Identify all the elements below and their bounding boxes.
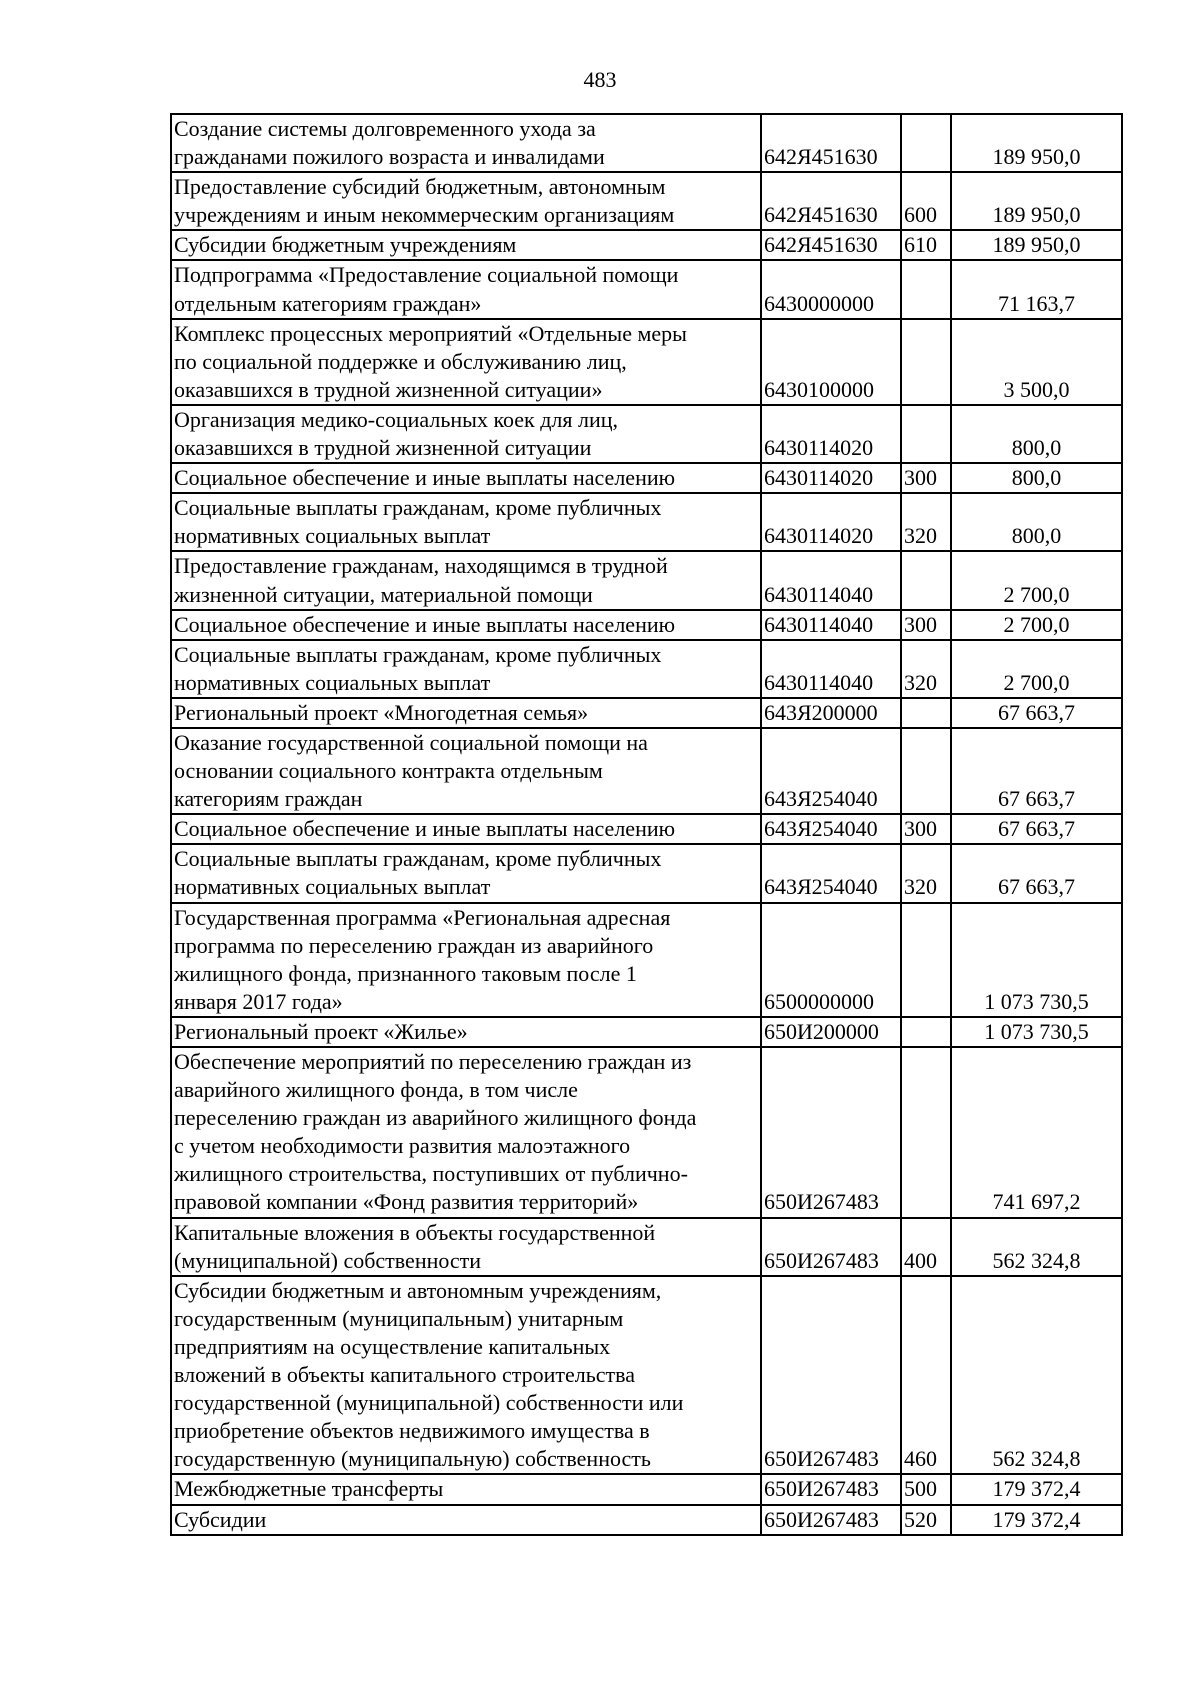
row-expense-type-cell: 460 xyxy=(901,1276,951,1475)
row-name-line: оказавшихся в трудной жизненной ситуации» xyxy=(174,376,603,402)
row-expense-type-cell xyxy=(901,1017,951,1047)
row-name-line: Организация медико-социальных коек для лиц, xyxy=(174,406,619,432)
row-expense-type-cell xyxy=(901,698,951,728)
row-amount-cell: 800,0 xyxy=(951,405,1122,463)
table-row xyxy=(171,814,1122,844)
row-name-line: Субсидии бюджетным и автономным учреждениям, xyxy=(174,1277,662,1303)
row-name-line: Социальные выплаты гражданам, кроме публичных xyxy=(174,495,662,521)
budget-table-body xyxy=(171,114,1122,1535)
row-code-cell: 650И267483 xyxy=(761,1276,901,1475)
row-code-cell: 6430000000 xyxy=(761,260,901,318)
row-code-cell: 6430114040 xyxy=(761,640,901,698)
row-name-line: Социальное обеспечение и иные выплаты населению xyxy=(174,611,676,637)
row-name-line: переселению граждан из аварийного жилищного фонда xyxy=(174,1105,697,1131)
row-code-cell: 650И267483 xyxy=(761,1218,901,1276)
row-name-line: Региональный проект «Многодетная семья» xyxy=(174,699,589,725)
table-row xyxy=(171,1218,1122,1276)
row-code-cell: 642Я451630 xyxy=(761,114,901,172)
row-expense-type-cell: 320 xyxy=(901,493,951,551)
row-name-line: по социальной поддержке и обслуживанию лиц, xyxy=(174,348,627,374)
table-row xyxy=(171,610,1122,640)
row-name-cell xyxy=(171,610,761,640)
row-name-line: Социальные выплаты гражданам, кроме публичных xyxy=(174,846,662,872)
row-name-line: предприятиям на осуществление капитальных xyxy=(174,1333,611,1359)
row-name-line: Межбюджетные трансферты xyxy=(174,1476,444,1502)
row-name-cell xyxy=(171,844,761,902)
row-code-cell: 6430114020 xyxy=(761,405,901,463)
page-number: 483 xyxy=(583,67,617,92)
row-name-line: Обеспечение мероприятий по переселению граждан из xyxy=(174,1049,692,1074)
row-name-line: Социальное обеспечение и иные выплаты населению xyxy=(174,465,676,491)
table-row xyxy=(171,903,1122,1017)
row-name-cell xyxy=(171,172,761,230)
row-expense-type-cell: 300 xyxy=(901,463,951,493)
row-name-cell xyxy=(171,1276,761,1475)
row-name-cell xyxy=(171,814,761,844)
row-name-line: (муниципальной) собственности xyxy=(174,1247,482,1273)
row-name-line: отдельным категориям граждан» xyxy=(174,290,482,316)
row-expense-type-cell: 520 xyxy=(901,1505,951,1535)
table-row xyxy=(171,230,1122,260)
row-name-line: учреждениям и иным некоммерческим организациям xyxy=(174,202,675,228)
row-amount-cell: 2 700,0 xyxy=(951,610,1122,640)
row-amount-cell: 71 163,7 xyxy=(951,260,1122,318)
row-expense-type-cell xyxy=(901,319,951,405)
row-name-line: жизненной ситуации, материальной помощи xyxy=(174,581,593,607)
row-amount-cell: 800,0 xyxy=(951,493,1122,551)
row-code-cell: 643Я254040 xyxy=(761,844,901,902)
row-name-line: вложений в объекты капитального строительства xyxy=(174,1362,636,1388)
row-name-cell xyxy=(171,405,761,463)
row-expense-type-cell: 300 xyxy=(901,814,951,844)
row-expense-type-cell: 400 xyxy=(901,1218,951,1276)
row-code-cell: 6430114020 xyxy=(761,493,901,551)
row-code-cell: 643Я254040 xyxy=(761,814,901,844)
row-name-cell xyxy=(171,1047,761,1218)
row-name-line: Подпрограмма «Предоставление социальной помощи xyxy=(174,262,679,288)
row-expense-type-cell: 600 xyxy=(901,172,951,230)
table-row xyxy=(171,319,1122,405)
row-code-cell: 650И267483 xyxy=(761,1474,901,1504)
row-name-line: Комплекс процессных мероприятий «Отдельные меры xyxy=(174,320,687,346)
row-amount-cell: 67 663,7 xyxy=(951,814,1122,844)
row-name-cell xyxy=(171,728,761,814)
row-expense-type-cell: 500 xyxy=(901,1474,951,1504)
row-code-cell: 650И267483 xyxy=(761,1505,901,1535)
row-code-cell: 643Я200000 xyxy=(761,698,901,728)
row-code-cell: 6500000000 xyxy=(761,903,901,1017)
row-code-cell: 6430114020 xyxy=(761,463,901,493)
row-amount-cell: 562 324,8 xyxy=(951,1276,1122,1475)
table-row xyxy=(171,640,1122,698)
table-row xyxy=(171,114,1122,172)
row-name-cell xyxy=(171,260,761,318)
row-expense-type-cell xyxy=(901,903,951,1017)
row-code-cell: 6430114040 xyxy=(761,610,901,640)
row-expense-type-cell: 320 xyxy=(901,844,951,902)
row-name-line: правовой компании «Фонд развития территорий» xyxy=(174,1189,639,1215)
row-name-line: жилищного фонда, признанного таковым после 1 xyxy=(174,960,637,986)
row-name-line: государственным (муниципальным) унитарным xyxy=(174,1305,624,1331)
row-name-line: Государственная программа «Региональная адресная xyxy=(174,904,671,930)
table-row xyxy=(171,1017,1122,1047)
row-amount-cell: 189 950,0 xyxy=(951,114,1122,172)
row-expense-type-cell xyxy=(901,1047,951,1218)
row-amount-cell: 2 700,0 xyxy=(951,551,1122,609)
row-name-cell xyxy=(171,463,761,493)
table-row xyxy=(171,698,1122,728)
table-row xyxy=(171,260,1122,318)
row-name-line: аварийного жилищного фонда, в том числе xyxy=(174,1077,578,1103)
table-row xyxy=(171,1276,1122,1475)
row-name-line: основании социального контракта отдельным xyxy=(174,758,603,784)
row-amount-cell: 179 372,4 xyxy=(951,1505,1122,1535)
table-row xyxy=(171,551,1122,609)
row-code-cell: 642Я451630 xyxy=(761,172,901,230)
row-name-line: Субсидии бюджетным учреждениям xyxy=(174,232,517,258)
row-code-cell: 642Я451630 xyxy=(761,230,901,260)
table-row xyxy=(171,172,1122,230)
row-name-cell xyxy=(171,640,761,698)
row-expense-type-cell xyxy=(901,728,951,814)
row-amount-cell: 800,0 xyxy=(951,463,1122,493)
table-row xyxy=(171,728,1122,814)
row-name-cell xyxy=(171,493,761,551)
row-expense-type-cell: 320 xyxy=(901,640,951,698)
row-name-line: Субсидии xyxy=(174,1506,267,1532)
row-amount-cell: 67 663,7 xyxy=(951,844,1122,902)
row-name-line: нормативных социальных выплат xyxy=(174,523,491,549)
table-row xyxy=(171,1047,1122,1218)
row-name-cell xyxy=(171,1218,761,1276)
row-code-cell: 650И200000 xyxy=(761,1017,901,1047)
table-row xyxy=(171,844,1122,902)
row-name-line: Капитальные вложения в объекты государственной xyxy=(174,1219,656,1245)
row-name-line: программа по переселению граждан из аварийного xyxy=(174,932,654,958)
row-name-line: с учетом необходимости развития малоэтажного xyxy=(174,1133,631,1159)
table-row xyxy=(171,493,1122,551)
row-code-cell: 6430114040 xyxy=(761,551,901,609)
row-name-line: нормативных социальных выплат xyxy=(174,874,491,900)
row-name-line: Социальное обеспечение и иные выплаты населению xyxy=(174,816,676,842)
row-amount-cell: 189 950,0 xyxy=(951,230,1122,260)
row-amount-cell: 67 663,7 xyxy=(951,728,1122,814)
row-name-line: государственную (муниципальную) собственность xyxy=(174,1446,651,1472)
row-amount-cell: 67 663,7 xyxy=(951,698,1122,728)
row-expense-type-cell: 300 xyxy=(901,610,951,640)
row-name-line: оказавшихся в трудной жизненной ситуации xyxy=(174,435,592,461)
row-code-cell: 643Я254040 xyxy=(761,728,901,814)
row-name-line: государственной (муниципальной) собственности или xyxy=(174,1390,684,1416)
row-expense-type-cell xyxy=(901,114,951,172)
row-name-cell xyxy=(171,1505,761,1535)
row-code-cell: 650И267483 xyxy=(761,1047,901,1218)
table-row xyxy=(171,1474,1122,1504)
row-name-cell xyxy=(171,1474,761,1504)
row-amount-cell: 562 324,8 xyxy=(951,1218,1122,1276)
row-code-cell: 6430100000 xyxy=(761,319,901,405)
row-name-line: категориям граждан xyxy=(174,786,363,812)
row-name-line: Региональный проект «Жилье» xyxy=(174,1018,468,1044)
row-name-line: Создание системы долговременного ухода за xyxy=(174,116,596,141)
budget-table xyxy=(170,113,1123,1536)
row-name-cell xyxy=(171,698,761,728)
row-expense-type-cell xyxy=(901,405,951,463)
row-name-line: Социальные выплаты гражданам, кроме публичных xyxy=(174,641,662,667)
row-name-line: нормативных социальных выплат xyxy=(174,669,491,695)
table-row xyxy=(171,405,1122,463)
row-amount-cell: 741 697,2 xyxy=(951,1047,1122,1218)
row-amount-cell: 1 073 730,5 xyxy=(951,903,1122,1017)
row-name-cell xyxy=(171,230,761,260)
table-row xyxy=(171,463,1122,493)
row-expense-type-cell xyxy=(901,260,951,318)
row-name-line: жилищного строительства, поступивших от публично- xyxy=(174,1161,688,1187)
row-name-line: января 2017 года» xyxy=(174,988,343,1014)
row-name-line: приобретение объектов недвижимого имущества в xyxy=(174,1418,650,1444)
row-amount-cell: 3 500,0 xyxy=(951,319,1122,405)
row-name-cell xyxy=(171,903,761,1017)
row-name-line: гражданами пожилого возраста и инвалидами xyxy=(174,144,605,170)
row-name-cell xyxy=(171,1017,761,1047)
row-amount-cell: 2 700,0 xyxy=(951,640,1122,698)
row-name-cell xyxy=(171,114,761,172)
row-name-line: Предоставление субсидий бюджетным, автономным xyxy=(174,174,666,200)
row-expense-type-cell: 610 xyxy=(901,230,951,260)
row-amount-cell: 1 073 730,5 xyxy=(951,1017,1122,1047)
row-amount-cell: 189 950,0 xyxy=(951,172,1122,230)
row-name-cell xyxy=(171,551,761,609)
table-row xyxy=(171,1505,1122,1535)
row-name-cell xyxy=(171,319,761,405)
row-name-line: Оказание государственной социальной помощи на xyxy=(174,729,648,755)
row-expense-type-cell xyxy=(901,551,951,609)
row-amount-cell: 179 372,4 xyxy=(951,1474,1122,1504)
row-name-line: Предоставление гражданам, находящимся в трудной xyxy=(174,553,668,579)
